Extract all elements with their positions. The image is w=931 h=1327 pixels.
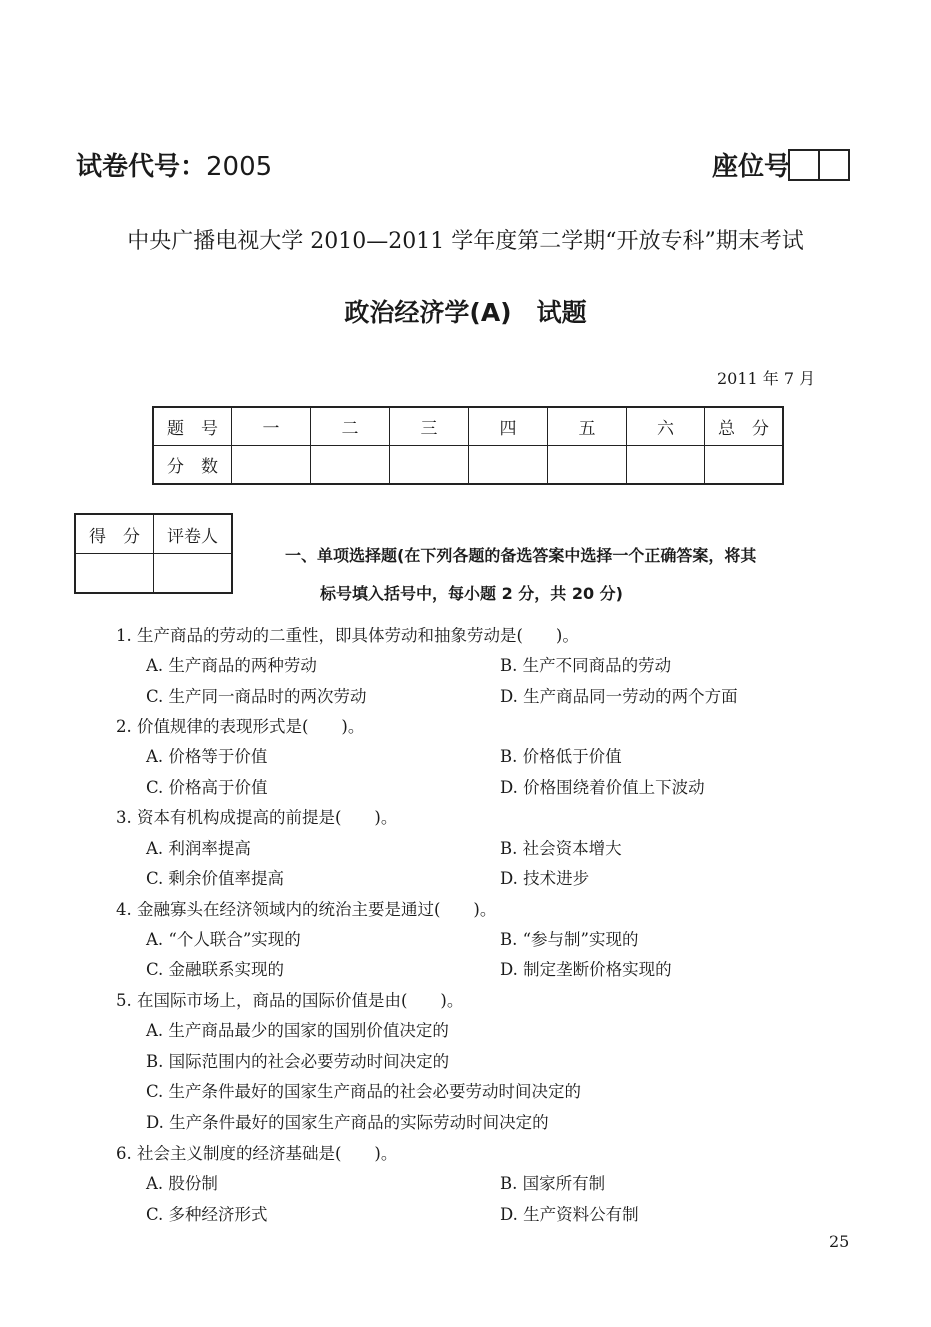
score-table: [152, 406, 784, 485]
question-stem: 1. 生产商品的劳动的二重性，即具体劳动和抽象劳动是( )。: [116, 626, 579, 645]
exam-date: 2011 年 7 月: [717, 369, 816, 388]
option-c: C. 剩余价值率提高: [146, 869, 285, 888]
question-stem: 5. 在国际市场上，商品的国际价值是由( )。: [116, 991, 464, 1010]
score-cell-4[interactable]: [469, 446, 548, 485]
paper-code-label: 试卷代号：: [76, 152, 207, 182]
option-b: B. 国家所有制: [500, 1174, 606, 1193]
option-d: D. 生产资料公有制: [500, 1205, 639, 1224]
option-d: D. 价格围绕着价值上下波动: [500, 778, 705, 797]
paper-code: [76, 146, 272, 183]
score-table-header-cell: 六: [627, 407, 705, 446]
option-c: C. 生产条件最好的国家生产商品的社会必要劳动时间决定的: [146, 1082, 582, 1101]
subject-title: 政治经济学(A) 试题: [344, 298, 587, 327]
exam-title: 中央广播电视大学 2010—2011 学年度第二学期“开放专科”期末考试: [127, 229, 804, 254]
grader-table: [74, 513, 233, 594]
section-heading: 一、单项选择题(在下列各题的备选答案中选择一个正确答案，将其: [285, 546, 757, 565]
question-stem: 2. 价值规律的表现形式是( )。: [116, 717, 365, 736]
option-b: B. 国际范围内的社会必要劳动时间决定的: [146, 1052, 450, 1071]
option-a: A. 生产商品最少的国家的国别价值决定的: [146, 1021, 449, 1040]
score-table-header-cell: 总 分: [705, 407, 784, 446]
seat-label: 座位号: [712, 152, 791, 182]
score-table-header-row: [153, 407, 783, 446]
grader-score-label: 得 分: [75, 514, 154, 554]
option-c: C. 生产同一商品时的两次劳动: [146, 687, 367, 706]
option-a: A. 利润率提高: [146, 839, 251, 858]
option-a: A. 股份制: [146, 1174, 218, 1193]
score-table-header-cell: 五: [548, 407, 627, 446]
option-d: D. 技术进步: [500, 869, 590, 888]
score-table-header-cell: 三: [390, 407, 469, 446]
score-cell-6[interactable]: [627, 446, 705, 485]
grader-name-label: 评卷人: [154, 514, 233, 554]
question-stem: 4. 金融寡头在经济领域内的统治主要是通过( )。: [116, 900, 497, 919]
score-cell-1[interactable]: [232, 446, 311, 485]
option-d: D. 生产条件最好的国家生产商品的实际劳动时间决定的: [146, 1113, 549, 1132]
option-a: A. 生产商品的两种劳动: [146, 656, 317, 675]
score-table-header-cell: 题 号: [153, 407, 232, 446]
score-table-header-cell: 四: [469, 407, 548, 446]
section-heading-cont: 标号填入括号中，每小题 2 分，共 20 分): [320, 584, 623, 603]
question-stem: 6. 社会主义制度的经济基础是( )。: [116, 1144, 398, 1163]
grader-score-cell[interactable]: [75, 554, 154, 594]
score-table-score-row: [153, 446, 783, 485]
option-c: C. 多种经济形式: [146, 1205, 268, 1224]
seat-box-2[interactable]: [818, 149, 850, 181]
option-b: B. 价格低于价值: [500, 747, 622, 766]
seat-box-1[interactable]: [788, 149, 820, 181]
page-number: 25: [829, 1232, 850, 1251]
paper-code-number: 2005: [206, 152, 273, 182]
option-a: A. 价格等于价值: [146, 747, 268, 766]
score-cell-2[interactable]: [311, 446, 390, 485]
score-table-header-cell: 一: [232, 407, 311, 446]
option-d: D. 生产商品同一劳动的两个方面: [500, 687, 738, 706]
score-table-header-cell: 二: [311, 407, 390, 446]
option-c: C. 金融联系实现的: [146, 960, 285, 979]
seat-number: [712, 146, 850, 183]
grader-name-cell[interactable]: [154, 554, 233, 594]
option-b: B. “参与制”实现的: [500, 930, 639, 949]
option-b: B. 社会资本增大: [500, 839, 622, 858]
question-stem: 3. 资本有机构成提高的前提是( )。: [116, 808, 398, 827]
option-c: C. 价格高于价值: [146, 778, 268, 797]
score-cell-total[interactable]: [705, 446, 784, 485]
score-cell-5[interactable]: [548, 446, 627, 485]
option-a: A. “个人联合”实现的: [146, 930, 301, 949]
score-row-label: 分 数: [153, 446, 232, 485]
option-d: D. 制定垄断价格实现的: [500, 960, 672, 979]
option-b: B. 生产不同商品的劳动: [500, 656, 672, 675]
score-cell-3[interactable]: [390, 446, 469, 485]
